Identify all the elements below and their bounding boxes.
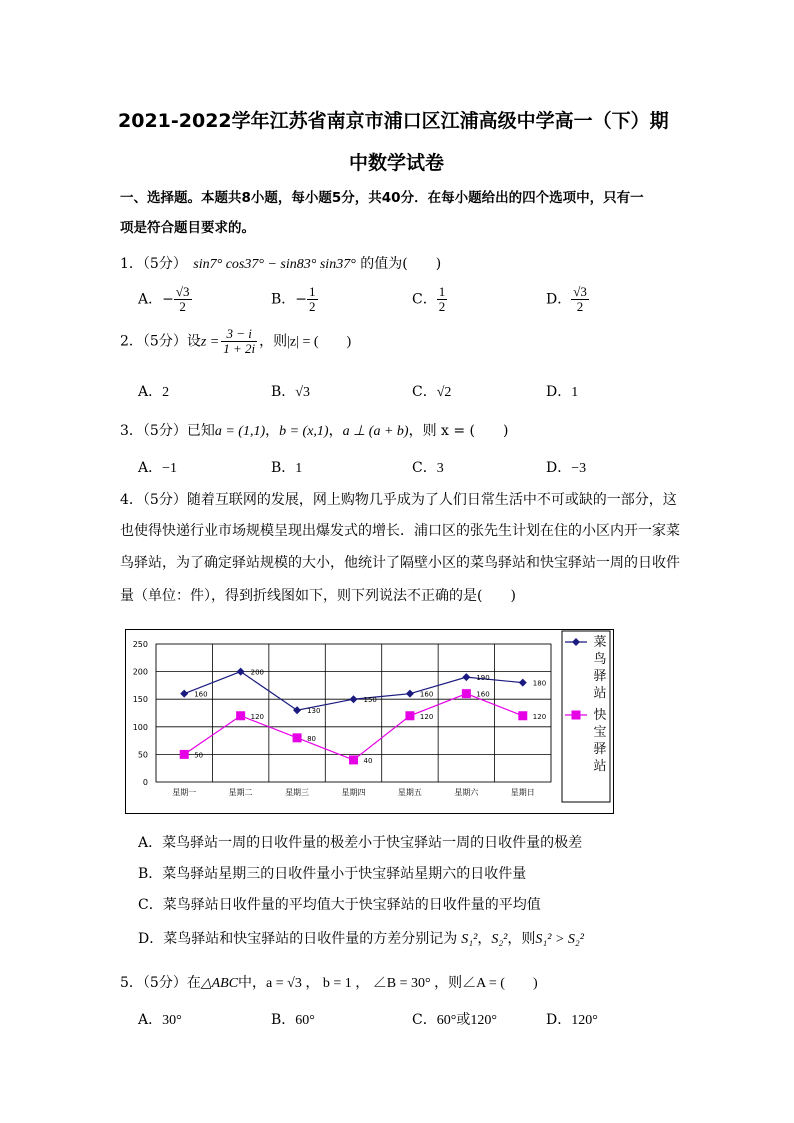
fraction: [437, 285, 448, 314]
option-label: D．: [546, 460, 572, 476]
option-connector: ，则: [507, 931, 536, 947]
data-label: 190: [476, 674, 490, 683]
fraction-numerator: 3 − i: [221, 327, 257, 342]
fraction: [571, 285, 589, 314]
fraction-numerator: √3: [175, 284, 190, 299]
data-label: 120: [532, 712, 547, 721]
q2-option-d[interactable]: [546, 381, 578, 401]
fraction-denominator: 2: [179, 299, 186, 314]
data-label: 120: [250, 712, 265, 721]
option-label: B．: [138, 866, 163, 882]
option-value: 1: [295, 461, 303, 476]
question-2-prefix: 2．（5分）设: [120, 333, 201, 350]
option-text: 菜鸟驿站日收件量的平均值大于快宝驿站的日收件量的平均值: [162, 897, 541, 913]
q2-option-c[interactable]: [412, 381, 451, 401]
fraction-denominator: 2: [438, 299, 446, 314]
legend-label-char: 站: [593, 759, 607, 774]
legend-label-char: 站: [593, 686, 607, 701]
data-label: 40: [363, 756, 373, 765]
option-value: 1: [571, 385, 579, 400]
q1-option-d[interactable]: [546, 285, 589, 314]
data-label: 130: [307, 707, 321, 716]
fraction-denominator: 2: [576, 299, 584, 314]
data-point-square: [518, 711, 527, 720]
option-label: C．: [412, 384, 437, 400]
q3-option-c[interactable]: [412, 457, 444, 477]
option-label: B．: [271, 460, 296, 476]
data-label: 150: [363, 696, 377, 705]
x-tick-label: 星期二: [228, 788, 253, 797]
data-label: 180: [532, 679, 547, 688]
question-1-suffix: 的值为( ): [360, 256, 442, 272]
option-label: A．: [138, 291, 163, 308]
question-5-prefix: 5．（5分）在: [120, 975, 201, 991]
data-point-square: [405, 711, 414, 720]
data-label: 160: [194, 690, 208, 699]
option-value: 30°: [162, 1013, 182, 1028]
option-sign: −: [295, 291, 308, 308]
option-label: C．: [412, 291, 437, 308]
option-value: 60°或120°: [436, 1013, 497, 1028]
triangle-abc: △ABC: [200, 976, 239, 991]
q4-option-b[interactable]: [138, 863, 526, 883]
option-label: B．: [271, 384, 296, 400]
option-text: 菜鸟驿站一周的日收件量的极差小于快宝驿站一周的日收件量的极差: [162, 835, 583, 851]
x-tick-label: 星期一: [172, 788, 197, 797]
q4-option-d[interactable]: [138, 928, 584, 948]
fraction-denominator: 1 + 2i: [223, 341, 256, 356]
legend-marker-square: [572, 711, 581, 720]
y-tick-label: 100: [132, 722, 148, 732]
variance-comparison: S₁² > S₂²: [535, 932, 584, 947]
option-value: 120°: [571, 1013, 598, 1028]
question-2-middle: ，则: [259, 333, 288, 350]
option-text: 菜鸟驿站星期三的日收件量小于快宝驿站星期六的日收件量: [162, 866, 527, 882]
variance-s2: S₂²: [491, 932, 508, 947]
page-title-line2: 中数学试卷: [349, 152, 445, 174]
q4-option-c[interactable]: [138, 894, 541, 914]
q5-option-a[interactable]: [138, 1009, 182, 1029]
data-label: 160: [419, 690, 434, 699]
option-label: A．: [138, 460, 163, 476]
question-1: [120, 253, 441, 273]
legend-label-char: 鸟: [593, 652, 607, 667]
data-label: 50: [194, 751, 204, 760]
q1-option-a[interactable]: [138, 285, 192, 314]
y-tick-label: 250: [132, 640, 148, 649]
option-value: 60°: [295, 1013, 315, 1028]
line-chart: [126, 630, 613, 813]
q3-option-a[interactable]: [138, 457, 177, 477]
legend-label-char: 宝: [593, 725, 607, 740]
option-value: 2: [162, 385, 170, 400]
q1-option-c[interactable]: [412, 285, 447, 314]
fraction: [307, 285, 318, 314]
x-tick-label: 星期日: [510, 788, 535, 797]
separator: ，: [477, 931, 492, 947]
option-label: A．: [138, 835, 163, 851]
separator: ，: [328, 423, 343, 439]
q1-option-b[interactable]: [271, 285, 318, 314]
option-label: D．: [546, 1012, 572, 1028]
data-label: 200: [250, 668, 265, 677]
x-tick-label: 星期三: [285, 788, 310, 797]
question-5: [120, 972, 538, 992]
question-3-prefix: 3．（5分）已知: [120, 423, 215, 439]
data-label: 120: [419, 712, 434, 721]
question-3-suffix: ，则 x = ( ): [408, 423, 509, 439]
question-4-line-1: 4．（5分）随着互联网的发展，网上购物几乎成为了人们日常生活中不可或缺的一部分，这: [120, 492, 677, 508]
q2-option-a[interactable]: [138, 381, 169, 401]
option-value: −1: [162, 461, 178, 476]
z-equals: z =: [200, 334, 220, 350]
x-tick-label: 星期五: [397, 788, 422, 797]
z-fraction: [221, 327, 257, 356]
option-label: B．: [271, 1012, 296, 1028]
option-text: 菜鸟驿站和快宝驿站的日收件量的方差分别记为: [163, 931, 458, 947]
section-heading-line1: 一、选择题。本题共8小题，每小题5分，共40分．在每小题给出的四个选项中，只有一: [120, 190, 644, 206]
y-tick-label: 0: [142, 778, 148, 787]
q2-option-b[interactable]: [271, 381, 310, 401]
page-title-line1: 2021-2022学年江苏省南京市浦口区江浦高级中学高一（下）期: [118, 110, 669, 132]
data-point-square: [349, 755, 358, 764]
vector-a-definition: a = (1,1): [214, 424, 266, 439]
option-value: √3: [295, 385, 310, 400]
x-tick-label: 星期六: [454, 788, 479, 797]
option-label: A．: [138, 1012, 163, 1028]
option-value: 3: [436, 461, 444, 476]
option-label: D．: [138, 931, 164, 947]
option-label: D．: [546, 384, 572, 400]
abs-z: |z| = ( ): [287, 334, 352, 350]
fraction-numerator: 1: [438, 284, 446, 299]
data-point-square: [462, 689, 471, 698]
q3-option-d[interactable]: [546, 457, 586, 477]
option-label: C．: [412, 1012, 437, 1028]
question-3: [120, 420, 508, 440]
option-label: C．: [412, 460, 437, 476]
data-label: 80: [307, 734, 316, 743]
legend-label-char: 驿: [593, 669, 607, 684]
y-tick-label: 200: [132, 667, 148, 677]
option-label: B．: [271, 291, 296, 308]
option-value: √2: [436, 385, 452, 400]
q5-option-b[interactable]: [271, 1009, 315, 1029]
separator: ，: [265, 423, 280, 439]
data-point-square: [236, 711, 245, 720]
question-1-expression: sin7° cos37° − sin83° sin37°: [193, 257, 356, 272]
question-5-connector: 中，: [238, 975, 267, 991]
question-1-prefix: 1．（5分）: [120, 256, 187, 272]
legend-label-char: 快: [593, 708, 607, 723]
data-point-square: [180, 750, 189, 759]
option-label: C．: [138, 897, 163, 913]
option-label: A．: [138, 384, 163, 400]
question-4-line-4: 量（单位：件），得到折线图如下，则下列说法不正确的是( ): [120, 588, 516, 604]
fraction: [174, 285, 192, 314]
fraction-denominator: 2: [309, 299, 316, 314]
fraction-numerator: √3: [573, 284, 587, 299]
legend-label-char: 驿: [593, 742, 607, 757]
variance-s1: S₁²: [461, 932, 478, 947]
legend-label-char: 菜: [593, 635, 607, 650]
question-5-condition: a = √3 ， b = 1 ， ∠B = 30° ，则∠A = ( ): [266, 976, 538, 991]
question-2: [120, 327, 351, 356]
x-tick-label: 星期四: [341, 788, 366, 797]
q5-option-c[interactable]: [412, 1009, 497, 1029]
option-sign: −: [162, 291, 174, 308]
q3-option-b[interactable]: [271, 457, 302, 477]
vector-b-definition: b = (x,1): [279, 424, 329, 439]
section-heading-line2: 项是符合题目要求的。: [120, 220, 255, 236]
option-label: D．: [546, 291, 572, 308]
data-point-square: [293, 733, 302, 742]
q4-option-a[interactable]: [138, 832, 582, 852]
line-chart-frame: [125, 629, 614, 814]
question-4-line-2: 也使得快递行业市场规模呈现出爆发式的增长．浦口区的张先生计划在住的小区内开一家菜: [120, 523, 680, 539]
y-tick-label: 150: [132, 695, 148, 705]
option-value: −3: [571, 461, 587, 476]
data-label: 160: [476, 690, 490, 699]
perpendicular-condition: a ⊥ (a + b): [342, 424, 409, 439]
fraction-numerator: 1: [309, 284, 316, 299]
q5-option-d[interactable]: [546, 1009, 598, 1029]
question-4-line-3: 鸟驿站，为了确定驿站规模的大小，他统计了隔壁小区的菜鸟驿站和快宝驿站一周的日收件: [120, 555, 680, 571]
y-tick-label: 50: [137, 750, 148, 760]
